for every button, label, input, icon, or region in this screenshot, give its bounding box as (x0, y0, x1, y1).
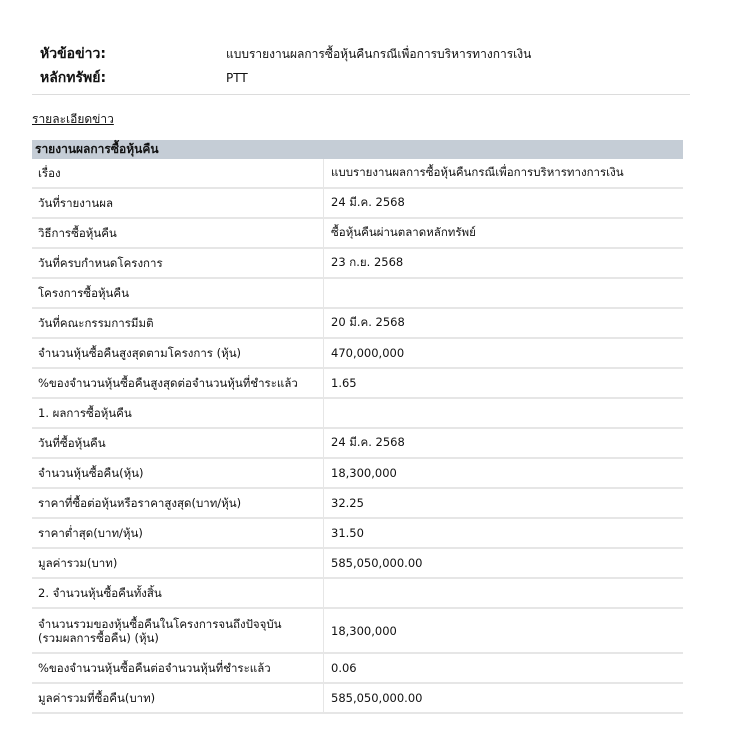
row-value: 1.65 (331, 376, 357, 390)
row-value: แบบรายงานผลการซื้อหุ้นคืนกรณีเพื่อการบริหารทางการเงิน (331, 165, 624, 179)
row-value: 18,300,000 (331, 623, 397, 638)
row-label-text: 2. จำนวนหุ้นซื้อคืนทั้งสิ้น (38, 586, 162, 600)
row-label-text: วันที่ซื้อหุ้นคืน (38, 436, 106, 450)
row-label-text: มูลค่ารวม(บาท) (38, 556, 118, 570)
table-row (32, 339, 683, 369)
row-label (32, 309, 324, 337)
row-value: 31.50 (331, 526, 364, 540)
table-row (32, 654, 683, 684)
row-label (32, 399, 324, 427)
table-row (32, 579, 683, 609)
security-value: PTT (226, 71, 248, 85)
row-value: 32.25 (331, 496, 364, 510)
table-row (32, 249, 683, 279)
table-row (32, 489, 683, 519)
row-label-text: เรื่อง (38, 166, 61, 180)
row-label (32, 609, 324, 652)
buyback-report-table (32, 140, 683, 714)
row-value: 23 ก.ย. 2568 (331, 255, 404, 269)
table-row (32, 459, 683, 489)
row-value: 20 มี.ค. 2568 (331, 315, 405, 329)
table-row (32, 609, 683, 654)
table-row (32, 429, 683, 459)
table-row (32, 279, 683, 309)
row-label (32, 459, 324, 487)
news-detail-link[interactable]: รายละเอียดข่าว (32, 112, 114, 126)
row-value: 24 มี.ค. 2568 (331, 195, 405, 209)
security-label: หลักทรัพย์: (40, 70, 107, 86)
row-label (32, 189, 324, 217)
row-label-text: 1. ผลการซื้อหุ้นคืน (38, 406, 132, 420)
row-value: 0.06 (331, 661, 357, 675)
row-label (32, 219, 324, 247)
table-row (32, 369, 683, 399)
table-row (32, 519, 683, 549)
row-value (324, 399, 683, 427)
row-label (32, 654, 324, 682)
row-label-text: จำนวนหุ้นซื้อคืนสูงสุดตามโครงการ (หุ้น) (38, 346, 242, 360)
table-row (32, 159, 683, 189)
row-label-text: วันที่คณะกรรมการมีมติ (38, 316, 154, 330)
row-value: 470,000,000 (331, 346, 405, 360)
row-value (324, 579, 683, 607)
row-label (32, 579, 324, 607)
table-body (32, 159, 683, 714)
row-label-text: ราคาที่ซื้อต่อหุ้นหรือราคาสูงสุด(บาท/หุ้น) (38, 496, 242, 510)
row-label (32, 279, 324, 307)
table-row (32, 189, 683, 219)
row-label (32, 369, 324, 397)
table-row (32, 684, 683, 714)
section-title: รายงานผลการซื้อหุ้นคืน (32, 140, 683, 159)
row-label (32, 489, 324, 517)
row-value: ซื้อหุ้นคืนผ่านตลาดหลักทรัพย์ (331, 225, 476, 239)
row-label-text: มูลค่ารวมที่ซื้อคืน(บาท) (38, 691, 156, 705)
row-label-text: วันที่ครบกำหนดโครงการ (38, 256, 163, 270)
row-label-text: จำนวนรวมของหุ้นซื้อคืนในโครงการจนถึงปัจจุบัน (38, 616, 282, 631)
row-label (32, 159, 324, 187)
row-label-text: %ของจำนวนหุ้นซื้อคืนต่อจำนวนหุ้นที่ชำระแล้ว (38, 661, 271, 675)
row-label (32, 549, 324, 577)
row-value (324, 279, 683, 307)
row-label-text-line2: (รวมผลการซื้อคืน) (หุ้น) (38, 630, 159, 645)
row-value: 18,300,000 (331, 466, 397, 480)
row-label-text: %ของจำนวนหุ้นซื้อคืนสูงสุดต่อจำนวนหุ้นที่ชำระแล้ว (38, 376, 298, 390)
row-value: 585,050,000.00 (331, 556, 423, 570)
news-header (32, 40, 690, 95)
row-label (32, 339, 324, 367)
topic-label: หัวข้อข่าว: (40, 46, 106, 62)
table-row (32, 219, 683, 249)
table-row (32, 549, 683, 579)
row-label (32, 684, 324, 712)
row-label-text: วันที่รายงานผล (38, 196, 113, 210)
row-label (32, 519, 324, 547)
topic-value: แบบรายงานผลการซื้อหุ้นคืนกรณีเพื่อการบริหารทางการเงิน (226, 46, 532, 61)
row-value: 585,050,000.00 (331, 691, 423, 705)
row-label-text: โครงการซื้อหุ้นคืน (38, 286, 129, 300)
row-label (32, 429, 324, 457)
row-label-text: วิธีการซื้อหุ้นคืน (38, 226, 117, 240)
table-row (32, 309, 683, 339)
row-label-text: ราคาต่ำสุด(บาท/หุ้น) (38, 526, 143, 540)
row-label (32, 249, 324, 277)
row-value: 24 มี.ค. 2568 (331, 435, 405, 449)
table-row (32, 399, 683, 429)
row-label-text: จำนวนหุ้นซื้อคืน(หุ้น) (38, 466, 144, 480)
